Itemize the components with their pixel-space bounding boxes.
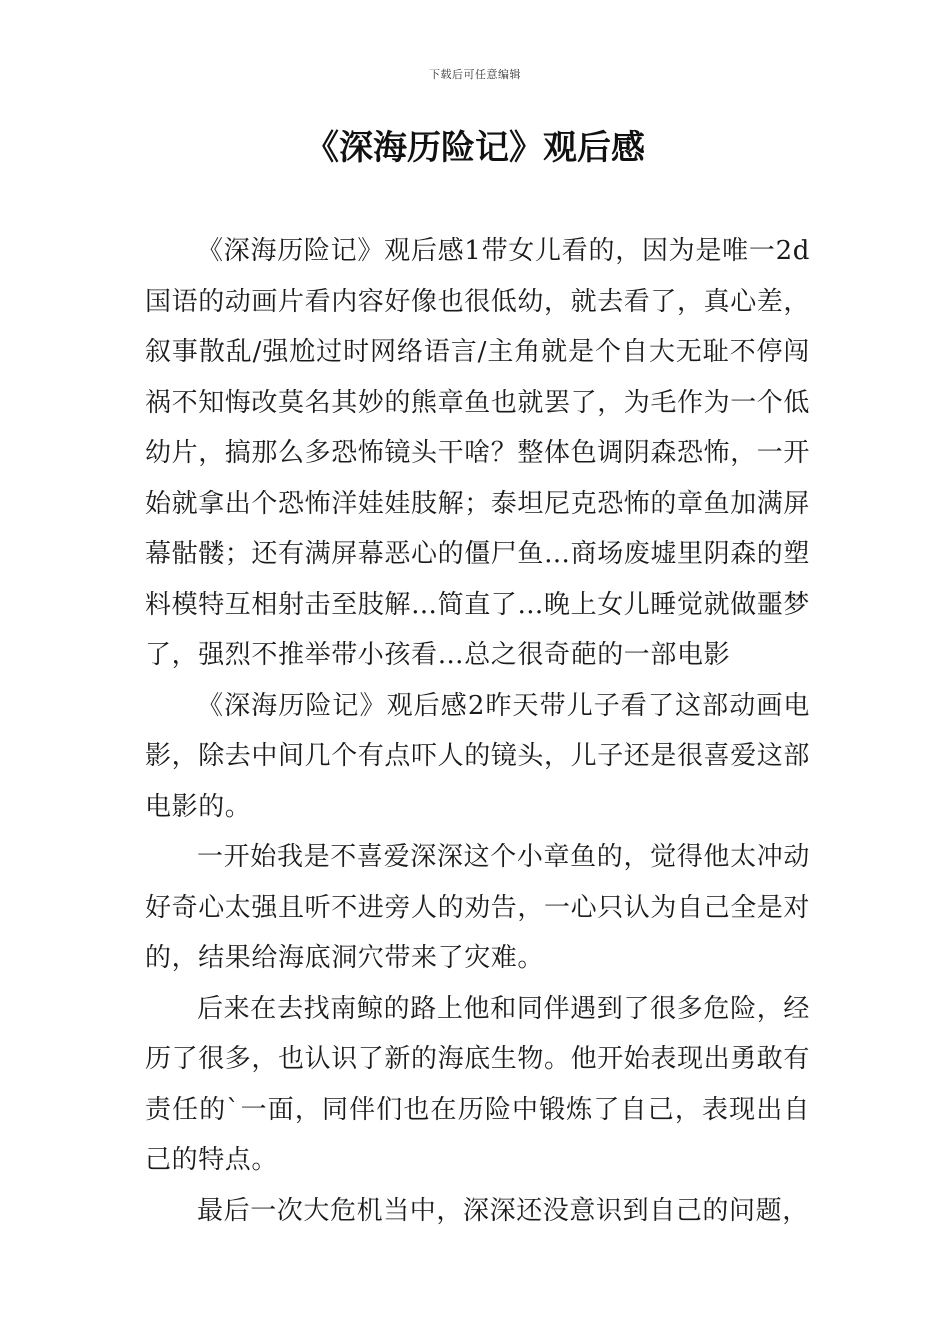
document-body xyxy=(145,226,810,1236)
paragraph-5: 最后一次大危机当中，深深还没意识到自己的问题， xyxy=(197,1195,809,1226)
paragraph-4: 后来在去找南鲸的路上他和同伴遇到了很多危险，经历了很多，也认识了新的海底生物。他开始表现出勇敢有责任的`一面，同伴们也在历险中锻炼了自己，表现出自己的特点。 xyxy=(145,993,811,1175)
paragraph-2: 《深海历险记》观后感2昨天带儿子看了这部动画电影，除去中间几个有点吓人的镜头，儿子还是很喜爱这部电影的。 xyxy=(145,690,811,822)
paragraph-1: 《深海历险记》观后感1带女儿看的，因为是唯一2d国语的动画片看内容好像也很低幼，就去看了，真心差，叙事散乱/强尬过时网络语言/主角就是个自大无耻不停闯祸不知悔改莫名其妙的熊章鱼也就罢了，为毛作为一个低幼片，搞那么多恐怖镜头干啥？整体色调阴森恐怖，一开始就拿出个恐怖洋娃娃肢解；泰坦尼克恐怖的章鱼加满屏幕骷髅；还有满屏幕恶心的僵尸鱼…商场废墟里阴森的塑料模特互相射击至肢解…简直了…晚上女儿睡觉就做噩梦了，强烈不推举带小孩看…总之很奇葩的一部电影 xyxy=(145,236,811,670)
header-note: 下载后可任意编辑 xyxy=(429,68,521,81)
paragraph-3: 一开始我是不喜爱深深这个小章鱼的，觉得他太冲动好奇心太强且听不进旁人的劝告，一心只认为自己全是对的，结果给海底洞穴带来了灾难。 xyxy=(145,842,811,973)
document-title: 《深海历险记》观后感 xyxy=(305,128,645,168)
